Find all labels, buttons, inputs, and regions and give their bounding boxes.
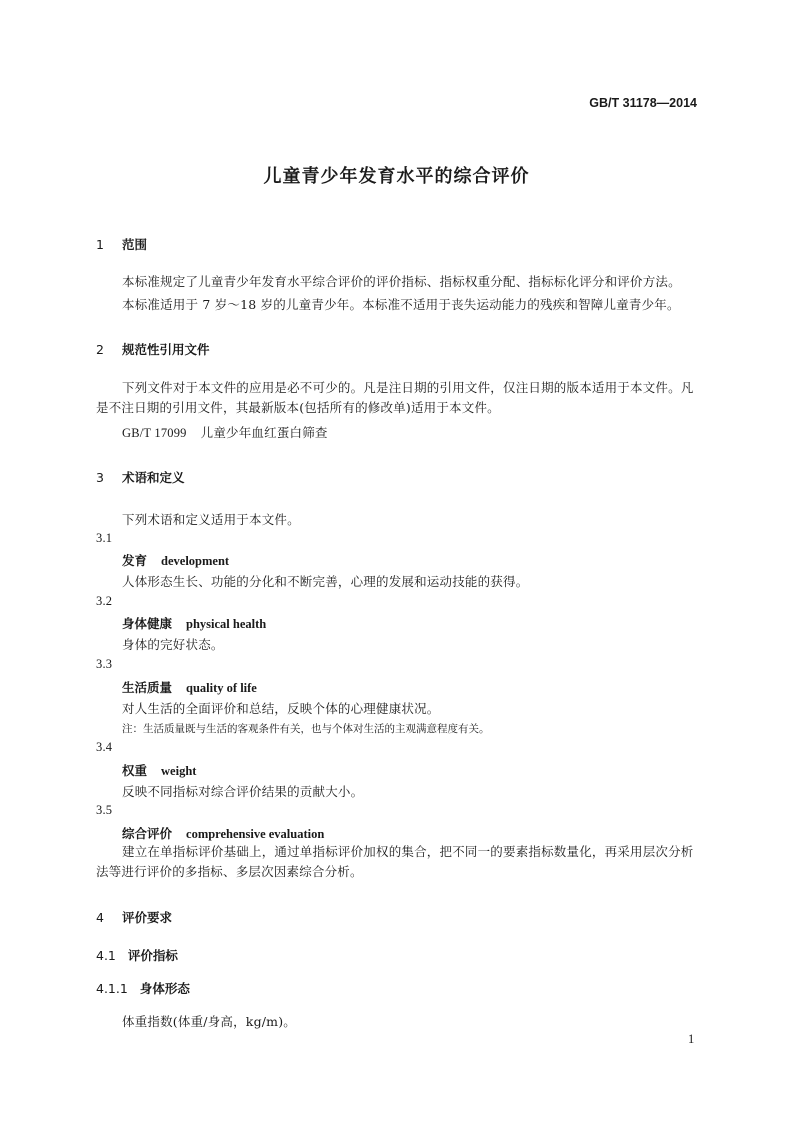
paragraph: 下列术语和定义适用于本文件。	[122, 512, 300, 527]
term-en: comprehensive evaluation	[186, 827, 325, 841]
term-note: 注：生活质量既与生活的客观条件有关，也与个体对生活的主观满意程度有关。	[122, 723, 490, 735]
section-number: 3	[96, 470, 104, 485]
section-number: 1	[96, 237, 104, 252]
subsection-number: 4.1	[96, 948, 116, 963]
normative-reference	[122, 423, 328, 441]
paragraph: 下列文件对于本文件的应用是必不可少的。凡是注日期的引用文件，仅注日期的版本适用于本文件。凡是不注日期的引用文件，其最新版本(包括所有的修改单)适用于本文件。	[96, 380, 694, 415]
term-number: 3.3	[96, 657, 113, 671]
term-en: physical health	[186, 617, 267, 631]
subsection-title: 身体形态	[139, 981, 190, 996]
subsection-4-1-heading	[96, 946, 178, 964]
section-title: 范围	[122, 237, 148, 252]
term-zh: 身体健康	[122, 616, 173, 631]
term-number: 3.2	[96, 594, 113, 608]
section-3-heading	[96, 468, 185, 486]
section-number: 2	[96, 342, 104, 357]
term-definition: 身体的完好状态。	[122, 637, 224, 652]
reference-title: 儿童少年血红蛋白筛查	[200, 425, 328, 440]
section-title: 术语和定义	[122, 470, 185, 485]
term-zh: 权重	[122, 763, 148, 778]
section-1-heading	[96, 235, 147, 253]
term-en: quality of life	[186, 681, 257, 695]
term-heading	[122, 678, 257, 696]
term-en: weight	[161, 764, 197, 778]
term-zh: 生活质量	[122, 680, 173, 695]
section-title: 评价要求	[122, 910, 173, 925]
term-number: 3.4	[96, 740, 113, 754]
section-title: 规范性引用文件	[122, 342, 210, 357]
term-zh: 综合评价	[122, 826, 173, 841]
section-4-heading	[96, 908, 172, 926]
term-definition: 人体形态生长、功能的分化和不断完善，心理的发展和运动技能的获得。	[122, 574, 529, 589]
document-title: 儿童青少年发育水平的综合评价	[263, 166, 530, 187]
subsection-4-1-1-heading	[96, 979, 190, 997]
section-number: 4	[96, 910, 104, 925]
term-definition: 对人生活的全面评价和总结，反映个体的心理健康状况。	[122, 701, 440, 716]
term-heading	[122, 614, 266, 632]
term-en: development	[161, 554, 230, 568]
subsection-number: 4.1.1	[96, 981, 128, 996]
section-2-heading	[96, 340, 210, 358]
paragraph: 本标准适用于 7 岁～18 岁的儿童青少年。本标准不适用于丧失运动能力的残疾和智障儿童青少年。	[122, 297, 680, 312]
term-heading	[122, 761, 196, 779]
page-number: 1	[688, 1032, 695, 1046]
standard-number: GB/T 31178—2014	[589, 96, 697, 110]
term-zh: 发育	[122, 553, 148, 568]
paragraph: 体重指数(体重/身高，kg/m)。	[122, 1014, 297, 1029]
term-heading	[122, 824, 324, 842]
reference-code: GB/T 17099	[122, 426, 187, 440]
term-number: 3.5	[96, 803, 113, 817]
paragraph: 本标准规定了儿童青少年发育水平综合评价的评价指标、指标权重分配、指标标化评分和评价方法。	[122, 274, 681, 289]
subsection-title: 评价指标	[127, 948, 178, 963]
term-number: 3.1	[96, 531, 113, 545]
term-heading	[122, 551, 229, 569]
term-definition: 反映不同指标对综合评价结果的贡献大小。	[122, 784, 364, 799]
term-definition: 建立在单指标评价基础上，通过单指标评价加权的集合，把不同一的要素指标数量化，再采用层次分析法等进行评价的多指标、多层次因素综合分析。	[96, 844, 694, 879]
